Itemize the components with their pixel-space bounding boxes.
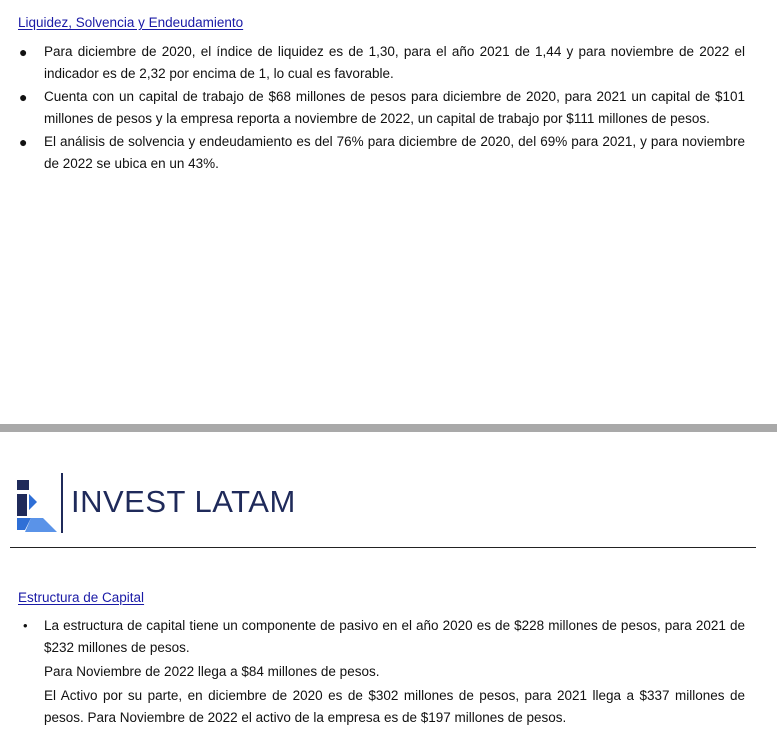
bullet-icon: ● (19, 89, 28, 105)
list-item (0, 615, 777, 659)
bullet-text: La estructura de capital tiene un componente de pasivo en el año 2020 es de $228 millones de pesos, para 2021 de $232 millones de pesos. (44, 618, 745, 655)
brand-name: INVEST LATAM (71, 484, 296, 519)
page-separator (0, 424, 777, 432)
bullet-icon: ● (19, 134, 28, 150)
bullet-list (0, 615, 777, 659)
bullet-icon: ● (19, 44, 28, 60)
bullet-list (0, 41, 777, 175)
list-item (0, 86, 777, 130)
section-title-estructura: Estructura de Capital (18, 590, 145, 605)
paragraph: El Activo por su parte, en diciembre de 2020 es de $302 millones de pesos, para 2021 llega a $337 millones de pesos. Para Noviembre de 2022 el activo de la empresa es de $197 millones de pesos. (44, 688, 745, 725)
header-rule (10, 547, 756, 548)
paragraph: Para Noviembre de 2022 llega a $84 millones de pesos. (44, 664, 380, 679)
list-item (0, 41, 777, 85)
list-item (0, 131, 777, 175)
section-title-liquidez: Liquidez, Solvencia y Endeudamiento (18, 15, 244, 30)
page-bottom (0, 432, 777, 738)
logo-divider (61, 473, 63, 533)
bullet-text: Cuenta con un capital de trabajo de $68 millones de pesos para diciembre de 2020, para 2021 un capital de $101 millones de pesos y la empresa reporta a noviembre de 2022, un capital de trabajo por $111 millones de pesos. (44, 89, 745, 126)
bullet-text: Para diciembre de 2020, el índice de liquidez es de 1,30, para el año 2021 de 1,44 y para noviembre de 2022 el indicador es de 2,32 por encima de 1, lo cual es favorable. (44, 44, 745, 81)
bullet-icon: • (23, 618, 28, 633)
invest-latam-logo-icon (17, 480, 57, 532)
bullet-text: El análisis de solvencia y endeudamiento es del 76% para diciembre de 2020, del 69% para 2021, y para noviembre de 2022 se ubica en un 43%. (44, 134, 745, 171)
